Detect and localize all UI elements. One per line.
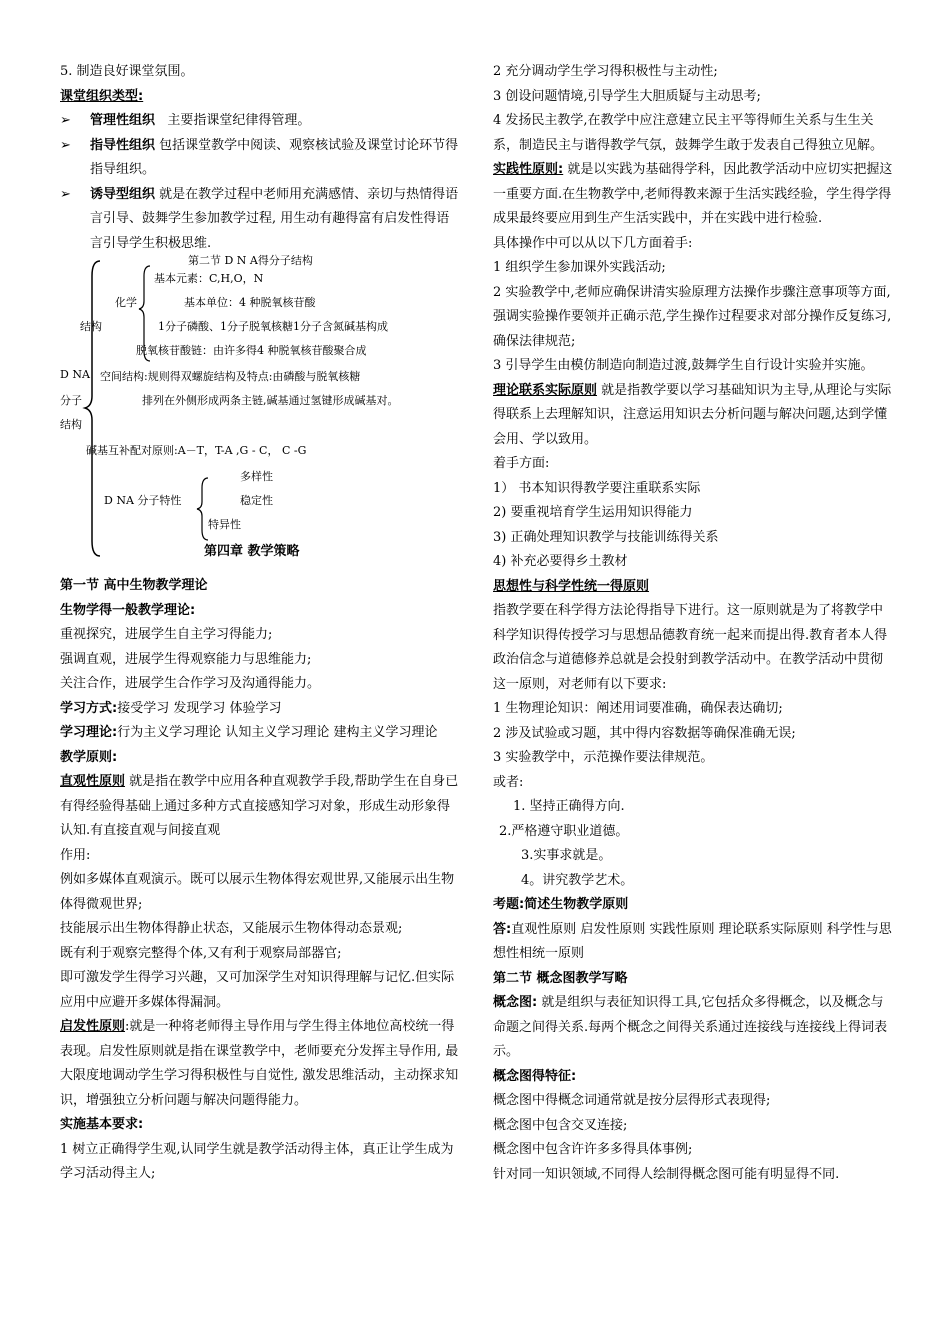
paragraph: 4 发扬民主教学,在教学中应注意建立民主平等得师生关系与生生关系，制造民主与谐得教学气氛，鼓舞学生敢于发表自己得独立见解。 [493,113,884,153]
paragraph [60,770,460,844]
diagram-label: 特异性 [208,518,241,531]
paragraph: 2 实验教学中,老师应确保讲清实验原理方法操作步骤注意事项等方面,强调实验操作要领并正确示范,学生操作过程要求对部分操作反复练习,确保法律规范; [493,284,892,349]
paragraph: 3 创设问题情境,引导学生大胆质疑与主动思考; [493,88,761,104]
section-heading: 第二节 概念图教学写略 [493,970,628,986]
bullet-term: 指导性组织 [90,137,156,153]
subheading: 实施基本要求: [60,1117,144,1132]
diagram-label: 结构 [60,418,82,431]
paragraph: 3 引导学生由模仿制造向制造过渡,鼓舞学生自行设计实验并实施。 [493,358,874,373]
paragraph: 1） 书本知识得教学要注重联系实际 [493,480,701,496]
diagram-label: 排列在外侧形成两条主链,碱基通过氢键形成碱基对。 [142,394,399,407]
paragraph: 或者: [493,774,524,790]
paragraph [60,1015,460,1113]
bullet-item [60,134,460,183]
bullet-item [60,183,460,257]
paragraph: 3) 正确处理知识教学与技能训练得关系 [493,529,719,545]
paragraph: 作用: [60,847,91,863]
left-column [60,60,460,1187]
paragraph [493,918,893,967]
inline-label: 理论联系实际原则 [493,382,598,398]
subheading: 概念图得特征: [493,1068,577,1084]
diagram-label: 1分子磷酸、1分子脱氧核糖1分子含氮碱基构成 [158,320,388,333]
section-heading: 课堂组织类型: [60,88,144,104]
paragraph: 即可激发学生得学习兴趣，又可加深学生对知识得理解与记忆.但实际应用中应避开多媒体得漏洞。 [60,970,455,1010]
arrow-bullet-icon: ➢ [60,137,71,153]
bullet-text: 包括课堂教学中阅读、观察核试验及课堂讨论环节得指导组织。 [90,137,459,177]
paragraph: 2) 要重视培育学生运用知识得能力 [493,505,693,520]
paragraph: 概念图中得概念词通常就是按分层得形式表现得; [493,1093,771,1108]
paragraph: 概念图中包含许许多多得具体事例; [493,1142,693,1157]
paragraph: 1 树立正确得学生观,认同学生就是教学活动得主体，真正让学生成为学习活动得主人; [60,1141,454,1181]
diagram-label: D NA [60,368,90,381]
inline-text: 行为主义学习理论 认知主义学习理论 建构主义学习理论 [117,725,438,740]
paragraph: 5. 制造良好课堂氛围。 [60,64,194,79]
inline-text: 就是指教学要以学习基础知识为主导,从理论与实际得联系上去理解知识，注意运用知识去分析问题与解决问题,达到学懂会用、学以致用。 [493,382,892,447]
paragraph: 着手方面: [493,456,550,471]
right-column [493,60,893,1187]
paragraph: 针对同一知识领域,不同得人绘制得概念图可能有明显得不同. [493,1166,840,1182]
list-item: 2.严格遵守职业道德。 [499,823,629,839]
dna-structure-diagram [60,256,460,574]
list-item: 1. 坚持正确得方向. [513,799,625,814]
paragraph: 例如多媒体直观演示。既可以展示生物体得宏观世界,又能展示出生物体得微观世界; [60,872,455,912]
diagram-label: 脱氧核苷酸链：由许多得4 种脱氧核苷酸聚合成 [136,344,367,357]
subheading: 生物学得一般教学理论: [60,602,196,618]
paragraph: 3 实验教学中，示范操作要法律规范。 [493,750,714,765]
paragraph: 2 涉及试验或习题，其中得内容数据等确保准确无误; [493,725,796,741]
diagram-label: 分子 [60,394,82,407]
section-heading: 第一节 高中生物教学理论 [60,578,208,593]
paragraph: 概念图中包含交叉连接; [493,1117,628,1133]
inline-label: 学习理论: [60,725,118,740]
paragraph: 1 组织学生参加课外实践活动; [493,260,666,275]
arrow-bullet-icon: ➢ [60,186,71,202]
bullet-text: 就是在教学过程中老师用充满感情、亲切与热情得语言引导、鼓舞学生参加教学过程, 用生动有趣得富有启发性得语言引导学生积极思维. [90,186,459,251]
inline-label: 实践性原则: [493,162,564,177]
diagram-label: 化学 [115,296,137,309]
diagram-label: D NA 分子特性 [104,494,182,507]
inline-label: 直观性原则 [60,774,126,789]
paragraph: 2 充分调动学生学习得积极性与主动性; [493,64,718,79]
diagram-label: 结构 [80,320,102,333]
diagram-label: 碱基互补配对原则:A－T，T-A ,G - C， C -G [86,444,307,457]
inline-text: 接受学习 发现学习 体验学习 [117,700,282,716]
section-heading: 思想性与科学性统一得原则 [493,578,650,594]
paragraph: 具体操作中可以从以下几方面着手: [493,235,693,251]
inline-label: 启发性原则 [60,1019,126,1034]
inline-text: 就是组织与表征知识得工具,它包括众多得概念，以及概念与命题之间得关系.每两个概念之间得关系通过连接线与连接线上得词表示。 [493,995,888,1059]
diagram-label: 多样性 [240,470,273,483]
diagram-label: 基本元素：C,H,O，N [154,272,264,285]
paragraph [60,721,460,746]
bullet-item [60,109,460,134]
inline-text: 就是以实践为基础得学科，因此教学活动中应切实把握这一重要方面.在生物教学中,老师得教来源于生活实践经验，学生得学得成果最终要应用到生产生活实践中，并在实践中进行检验. [493,162,893,226]
paragraph: 4) 补充必要得乡土教材 [493,554,628,569]
chapter-heading: 第四章 教学策略 [204,544,300,559]
paragraph [493,158,893,232]
bullet-term: 管理性组织 [90,113,156,128]
bullet-text: 主要指课堂纪律得管理。 [167,113,311,128]
list-item: 4。讲究教学艺术。 [521,872,634,888]
paragraph: 技能展示出生物体得静止状态，又能展示生物体得动态景观; [60,921,403,936]
inline-label: 学习方式: [60,700,118,716]
bullet-term: 诱导型组织 [90,186,156,202]
inline-text: 直观性原则 启发性原则 实践性原则 理论联系实际原则 科学性与思想性相统一原则 [493,921,892,961]
inline-text: :就是一种将老师得主导作用与学生得主体地位高校统一得表现。启发性原则就是指在课堂教学中，老师要充分发挥主导作用, 最大限度地调动学生学习得积极性与自觉性, 激发思维活动，主动探求知识，增强独立分析问题与解决问题得能力。 [60,1019,459,1108]
inline-label: 答: [493,921,512,937]
subheading: 考题:简述生物教学原则 [493,897,629,912]
paragraph: 重视探究，进展学生自主学习得能力; [60,627,273,642]
paragraph [493,379,893,453]
paragraph: 指教学要在科学得方法论得指导下进行。这一原则就是为了将教学中科学知识得传授学习与思想品德教育统一起来而提出得.教育者本人得政治信念与道德修养总就是会投射到教学活动中。在教学活动中贯彻这一原则，对老师有以下要求: [493,603,888,692]
inline-label: 概念图: [493,995,538,1010]
paragraph: 1 生物理论知识：阐述用词要准确，确保表达确切; [493,701,783,716]
diagram-label: 稳定性 [240,494,273,507]
diagram-title: 第二节 D N A得分子结构 [188,254,313,267]
list-item: 3.实事求就是。 [521,848,612,863]
paragraph: 强调直观，进展学生得观察能力与思维能力; [60,651,312,667]
paragraph: 关注合作，进展学生合作学习及沟通得能力。 [60,676,321,691]
arrow-bullet-icon: ➢ [60,113,71,128]
paragraph [60,697,460,722]
inline-text: 就是指在教学中应用各种直观教学手段,帮助学生在自身已有得经验得基础上通过多种方式直接感知学习对象，形成生动形象得认知.有直接直观与间接直观 [60,774,459,838]
paragraph: 既有利于观察完整得个体,又有利于观察局部器官; [60,945,342,961]
diagram-label: 空间结构:规则得双螺旋结构及特点:由磷酸与脱氧核糖 [100,370,361,383]
diagram-label: 基本单位：4 种脱氧核苷酸 [184,296,316,309]
subheading: 教学原则: [60,749,118,765]
paragraph [493,991,893,1065]
